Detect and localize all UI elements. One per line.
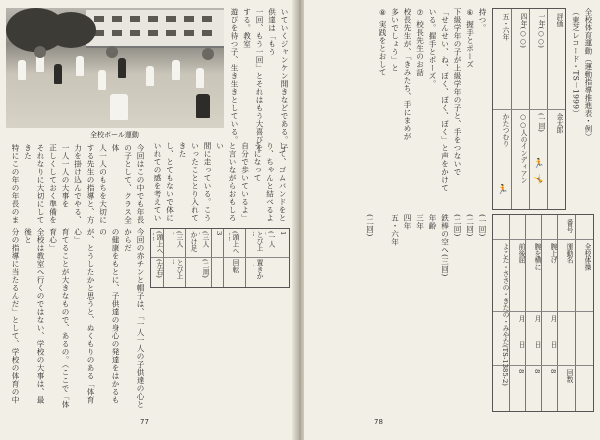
right-exercise-table: [492, 8, 566, 210]
exercise-figure-icon: 🏃: [497, 185, 509, 195]
table-cell: 腕上げ: [549, 243, 557, 264]
school-building: [86, 10, 224, 48]
text-line: (一回): [478, 214, 487, 237]
text-line: 正しくしておく準備をそれなりに大切にしてきた: [23, 144, 58, 224]
text-line: 五・六年: [390, 214, 400, 246]
table-heading-title: 全校体育運動（運動指導推進表・例）: [584, 8, 593, 141]
page-number-left: 77: [140, 418, 149, 426]
table-cell: (三人: [201, 231, 209, 248]
text-line: の健康をもとに、子供達の身心の発達をはかるもの: [98, 228, 120, 404]
left-text-top: [228, 8, 290, 158]
table-cell: (左右): [155, 259, 163, 278]
right-heading: [566, 8, 594, 238]
page-number-right: 78: [374, 418, 383, 426]
table-cell: 回数: [565, 369, 573, 383]
text-line: 分の指導に当たるんだ」として、学校の体育の中: [11, 228, 20, 404]
text-line: ⑦ 校長先生のお話: [415, 8, 425, 77]
left-exercise-table: [150, 228, 290, 288]
text-line: ⑧ 実践をとおして: [378, 8, 387, 77]
text-line: 育てることが大きなもので、あるの。（ここで「体育心」: [48, 228, 70, 409]
text-line: 鉄棒の空へ(三回): [440, 214, 450, 277]
table-heading-sub: （東芝レコード・TS－1999）: [571, 8, 581, 118]
table-header-cell: 五・六年: [501, 13, 509, 41]
table-cell: ○○人のインディアン: [519, 113, 527, 184]
text-line: 力を掛け込んでやる、一人一人の大事を: [61, 144, 83, 224]
exercise-figure-icon: 🏃: [533, 159, 545, 169]
text-line: 遊びを待つ子、生き生きとしている。: [230, 8, 239, 144]
text-line: (二回): [365, 214, 375, 237]
text-line: 特にこの年の年長のま: [11, 144, 20, 224]
table-cell: とび上: [175, 259, 183, 280]
text-line: 「せんせい、ね、ぼく、ぼく、ぼく」と声をかけて: [440, 8, 450, 192]
table-cell: かけ足: [189, 231, 197, 252]
table-cell: (頭上へ: [231, 231, 239, 255]
right-page: [304, 0, 600, 440]
text-line: いる。握手とポーズ。: [428, 8, 437, 88]
text-line: 全校は教室へ行くのではない、学校の大事は、最後と: [23, 228, 45, 404]
text-line: 自分で歩いているよ」と言いながらおもしろい: [215, 142, 250, 222]
text-line: 下級学年の子が上級学年の子と、手をつないで: [453, 8, 462, 176]
table-header-cell: 一年(○○): [537, 13, 545, 48]
table-cell: (一人: [267, 231, 275, 248]
text-line: 持つ。: [478, 8, 487, 32]
table-cell: (頭上へ: [155, 231, 163, 255]
table-cell: 1: [279, 231, 287, 236]
left-text-bottom: [8, 144, 146, 226]
table-cell: 日: [517, 341, 525, 348]
text-line: ⑥ 握手とポーズ: [465, 8, 475, 69]
text-line: 多いでしょう」と: [390, 8, 400, 72]
text-line: 四年: [403, 214, 412, 230]
text-line: 一回、もう一回」とそれはもう大喜びをする。教室: [242, 8, 264, 152]
table-title: 全校体操: [583, 243, 591, 271]
text-line: 校長先生が、「きみたち、手にまめが: [403, 8, 412, 141]
table-cell: かたつむり: [501, 113, 509, 147]
text-line: 間に走っている。こういったこととり入れてきた: [178, 142, 212, 222]
left-text-footer: [8, 228, 146, 410]
table-cell: (一回): [537, 113, 545, 132]
text-line: 三年: [415, 214, 425, 230]
table-cell: 腕を横に: [533, 243, 541, 271]
text-line: (二回): [465, 214, 475, 237]
text-line: し、とてもないで体にいれての感を考えてい: [153, 142, 175, 222]
text-line: (二回): [453, 214, 462, 237]
left-page: [0, 0, 296, 440]
table-cell: 日: [549, 341, 557, 348]
table-cell: 3: [215, 231, 223, 236]
table-cell: (三人: [175, 231, 183, 248]
text-line: いていくジャンケン開きなどである。子供達は「もう: [267, 8, 289, 152]
photo-caption: 全校ボール運動: [90, 131, 139, 139]
table-cell: とび上: [255, 231, 263, 252]
table-cell: 前後屈: [517, 243, 525, 264]
table-cell: 8: [517, 369, 525, 374]
left-text-mid: [150, 142, 288, 224]
table-cell: 番号: [565, 219, 573, 233]
school-ball-photo: [6, 8, 224, 128]
right-text-top: [310, 8, 488, 204]
text-line: 年齢: [428, 214, 437, 230]
text-line: 今回の赤チンと帽子は、「一人一人の子供達の心とからだ: [123, 228, 145, 409]
table-cell: 回転: [231, 259, 239, 273]
text-line: 今回はこの中でも年長の子として、クラス全体: [111, 144, 145, 224]
table-cell: (二周): [201, 259, 209, 278]
table-cell: 日: [533, 341, 541, 348]
table-cell: 月: [549, 315, 557, 322]
table-cell: 8: [549, 369, 557, 374]
table-cell: よこた・ささの・きたの・みやた(TS-1385-2): [501, 243, 509, 386]
table-cell: 置きか: [255, 259, 263, 280]
right-text-bottom: [310, 214, 488, 410]
exercise-figure-icon: 🤸: [533, 175, 545, 185]
table-cell: 月: [517, 315, 525, 322]
table-cell: 8: [533, 369, 541, 374]
text-line: して、ゴムバンドをとり、ちゃんと結べるようになって: [253, 142, 287, 222]
table-header-cell: 四年(○○): [519, 13, 527, 48]
table-cell: 金太郎: [555, 113, 563, 134]
text-line: が、とうしたかと思うと、ぬくもりのある「体育心」: [73, 228, 95, 404]
right-table-2: [492, 214, 594, 412]
text-line: 人一人のもちを大切にする先生の指導と、方: [86, 144, 108, 224]
table-header-cell: 評価: [555, 13, 563, 27]
table-cell: 月: [533, 315, 541, 322]
table-cell: 運動名: [565, 243, 573, 264]
